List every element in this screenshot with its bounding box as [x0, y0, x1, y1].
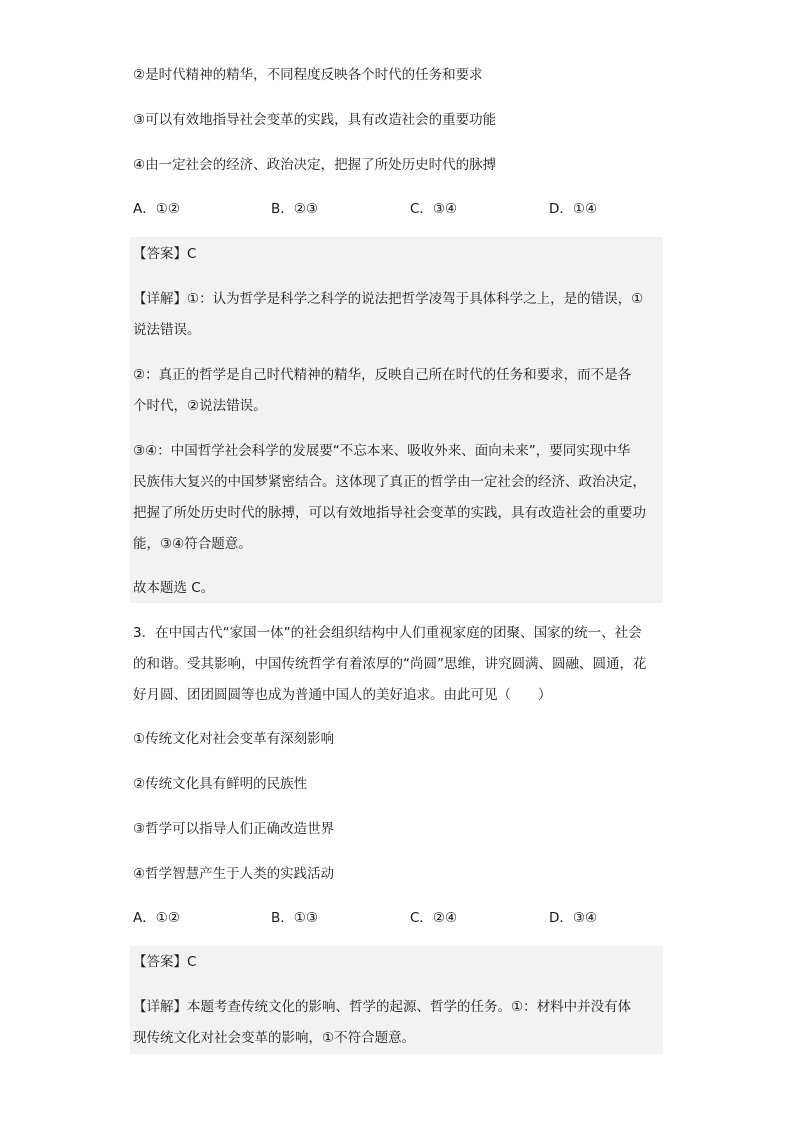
q2-detail-line: 把握了所处历史时代的脉搏，可以有效地指导社会变革的实践，具有改造社会的重要功: [133, 505, 646, 521]
q2-statement-3: ③可以有效地指导社会变革的实践，具有改造社会的重要功能: [133, 112, 497, 128]
q3-option-a: A．①②: [133, 910, 180, 926]
q2-detail-line: 个时代，②说法错误。: [133, 398, 267, 414]
q2-statement-2: ②是时代精神的精华，不同程度反映各个时代的任务和要求: [133, 67, 483, 83]
q3-detail-line: 现传统文化对社会变革的影响，①不符合题意。: [133, 1030, 416, 1046]
q3-stem-line: 3．在中国古代“家国一体”的社会组织结构中人们重视家庭的团聚、国家的统一、社会: [133, 625, 642, 641]
q2-option-d: D．①④: [549, 201, 598, 217]
q3-statement-4: ④哲学智慧产生于人类的实践活动: [133, 866, 335, 882]
q3-stem-line: 好月圆、团团圆圆等也成为普通中国人的美好追求。由此可见（ ）: [133, 687, 552, 703]
q3-stem-line: 的和谐。受其影响，中国传统哲学有着浓厚的“尚圆”思维，讲究圆满、圆融、圆通，花: [133, 656, 647, 672]
q2-detail-line: 【详解】①：认为哲学是科学之科学的说法把哲学凌驾于具体科学之上，是的错误，①: [133, 291, 644, 307]
q2-detail-line: 民族伟大复兴的中国梦紧密结合。这体现了真正的哲学由一定社会的经济、政治决定，: [133, 474, 646, 490]
q3-option-d: D．③④: [549, 910, 598, 926]
q2-conclusion: 故本题选 C。: [133, 580, 215, 596]
q2-option-b: B．②③: [271, 201, 318, 217]
q2-detail-line: ③④：中国哲学社会科学的发展要“不忘本来、吸收外来、面向未来”，要同实现中华: [133, 443, 631, 459]
q3-statement-1: ①传统文化对社会变革有深刻影响: [133, 731, 335, 747]
q3-answer: 【答案】C: [133, 954, 197, 970]
q3-option-b: B．①③: [271, 910, 318, 926]
q3-statement-3: ③哲学可以指导人们正确改造世界: [133, 821, 335, 837]
q2-detail-line: 能，③④符合题意。: [133, 536, 252, 552]
q2-answer: 【答案】C: [133, 246, 197, 262]
q2-option-a: A．①②: [133, 201, 180, 217]
q3-statement-2: ②传统文化具有鲜明的民族性: [133, 776, 308, 792]
q3-option-c: C．②④: [410, 910, 458, 926]
q2-detail-line: ②：真正的哲学是自己时代精神的精华，反映自己所在时代的任务和要求，而不是各: [133, 367, 632, 383]
q2-option-c: C．③④: [410, 201, 458, 217]
q2-detail-line: 说法错误。: [133, 322, 201, 338]
q3-detail-line: 【详解】本题考查传统文化的影响、哲学的起源、哲学的任务。①：材料中并没有体: [133, 999, 632, 1015]
q2-statement-4: ④由一定社会的经济、政治决定，把握了所处历史时代的脉搏: [133, 157, 497, 173]
